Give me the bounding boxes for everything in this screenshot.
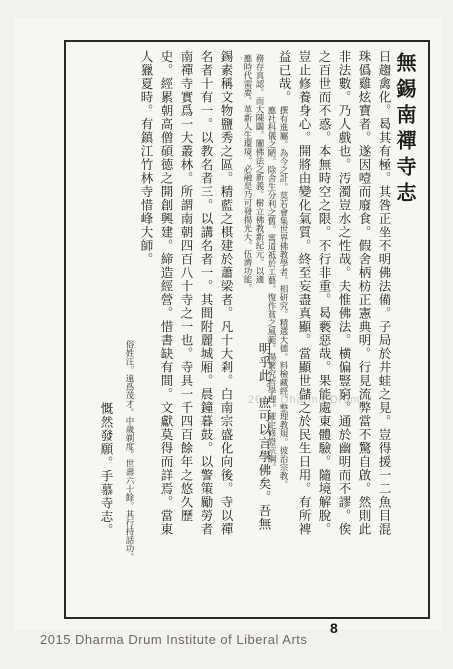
- note-column-3: 務存真認。而大陳闢。闡佛法之新義。樹立佛教新紀元。以適: [254, 54, 264, 284]
- note-column-4: 應時代需要。革新人生環境。必融是乃可發揚光大。伍濟功能。: [242, 54, 252, 292]
- small-note-column: 俗姓汪。遠爲茂才。中歲剃度。世壽六十餘。其行持話功。: [124, 340, 134, 561]
- watermark-text: 2015 Dharma Drum: [248, 394, 361, 406]
- text-column-3: 非法數。乃人戲也。汚濁豈水之性哉。夫惟佛法。横偏豎窮。通於幽明而不謬。俟: [337, 50, 352, 536]
- text-column-7: 錫素稱文物鹽秀之區。精藍之棋建於蕭梁者。凡十大剎。白南宗盛化向後。寺以禪: [219, 50, 234, 536]
- page-number: 8: [330, 620, 338, 636]
- text-column-5: 豈止修養身心。開將由變化氣質。終至妄盡真顯。當顯世儲之於民生日用。有所裨: [297, 50, 312, 536]
- footer-credit: 2015 Dharma Drum Institute of Liberal Arts: [40, 632, 308, 647]
- inline-fragment-2: 慨然發願。手慕寺志。: [99, 402, 114, 537]
- text-column-8: 名者十有一。以教名者三。以講名者一。其間附麗城厢。晨鐘暮鼓。以警策勵勞者: [199, 50, 214, 536]
- text-column-10: 史。經累朝高僧碩德之開創興建。締造經營。惜書缺有間。文獻莫得而詳焉。當東: [159, 50, 174, 536]
- text-column-6: 益已哉。: [277, 50, 292, 104]
- text-column-4: 之百世而不惑。本無時空之限。不行非重。曷褻惡哉。果能處東體驗。隨境解脫。: [317, 50, 332, 536]
- scanned-page: [14, 18, 442, 630]
- note-column-2: 應社科儀之陋。除舍生分利之舊。寓道祗於工藝。復作貧之風範。揚繁究哲學理。確定修證宗綱。: [266, 106, 276, 472]
- inline-fragment-1: 明乎此。庶可以言學佛矣。吾無: [257, 342, 272, 531]
- text-column-11: 人獵夏時。有鎮江竹林寺惜峰大師。: [139, 50, 154, 266]
- text-column-9: 南禪寺實爲一大叢林。所謂南朝四百八十寺之一也。寺具一千四百餘年之悠久歷: [179, 50, 194, 523]
- text-column-1: 日趨禽化。曷其有極。其咎正坐不明佛法備。子局於井蛙之見。豈得援一二魚目混: [377, 50, 392, 536]
- text-column-2: 珠僞雞炫寶者。遂因噎而廢食。假舍柄枋正憲典明。行見流弊當不驚自啟。然則此: [357, 50, 372, 536]
- document-title: 無錫南禪寺志: [393, 52, 417, 208]
- page-frame: [64, 40, 430, 619]
- note-column-1: 撰有進屬。為今之計。莫若會集世界佛教學者。相研究。精選大德。料檢藏經。整理教規。彼治宗教。: [278, 106, 288, 489]
